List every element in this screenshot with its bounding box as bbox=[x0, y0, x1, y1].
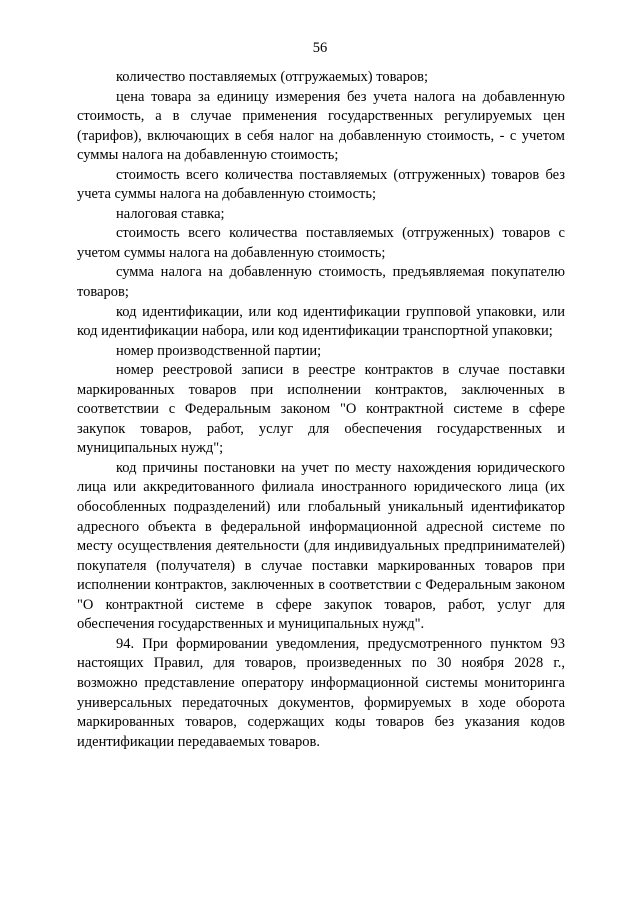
list-item-quantity: количество поставляемых (отгружаемых) товаров; bbox=[116, 69, 429, 85]
document-body bbox=[77, 68, 565, 752]
list-item-batch-number: номер производственной партии; bbox=[116, 342, 322, 359]
page-number: 56 bbox=[312, 40, 328, 56]
list-item-identification-code: код идентификации, или код идентификации групповой упаковки, или код идентификации набора, или код идентификации транспортной упаковки; bbox=[77, 303, 565, 340]
list-item-contract-registry-number: номер реестровой записи в реестре контрактов в случае поставки маркированных товаров при исполнении контрактов, заключенных в соответствии с Федеральным законом "О контрактной системе в сфере закупок товаров, работ, услуг для обеспечения государственных и муниципальных нужд"; bbox=[77, 362, 565, 457]
list-item-unit-price: цена товара за единицу измерения без учета налога на добавленную стоимость, а в случае применения государственных регулируемых цен (тарифов), включающих в себя налог на добавленную стоимость, - с учетом суммы налога на добавленную стоимость; bbox=[77, 88, 565, 164]
clause-94: 94. При формировании уведомления, предусмотренного пунктом 93 настоящих Правил, для товаров, произведенных по 30 ноября 2028 г., возможно представление оператору информационной системы мониторинга универсальных передаточных документов, формируемых в ходе оборота маркированных товаров, содержащих коды товаров без указания кодов идентификации передаваемых товаров. bbox=[77, 635, 565, 750]
list-item-tax-rate: налоговая ставка; bbox=[116, 205, 225, 222]
list-item-registration-reason-code: код причины постановки на учет по месту нахождения юридического лица или аккредитованного филиала иностранного юридического лица (их обособленных подразделений) или глобальный уникальный идентификатор адресного объекта в федеральной информационной адресной системе по месту осуществления деятельности (для индивидуальных предпринимателей) покупателя (получателя) в случае поставки маркированных товаров при исполнении контрактов, заключенных в соответствии с Федеральным законом "О контрактной системе в сфере закупок товаров, работ, услуг для обеспечения государственных и муниципальных нужд". bbox=[77, 459, 565, 633]
list-item-cost-without-vat: стоимость всего количества поставляемых (отгруженных) товаров без учета суммы налога на добавленную стоимость; bbox=[77, 166, 565, 203]
list-item-vat-amount: сумма налога на добавленную стоимость, предъявляемая покупателю товаров; bbox=[77, 264, 565, 301]
list-item-cost-with-vat: стоимость всего количества поставляемых (отгруженных) товаров с учетом суммы налога на добавленную стоимость; bbox=[77, 225, 565, 261]
